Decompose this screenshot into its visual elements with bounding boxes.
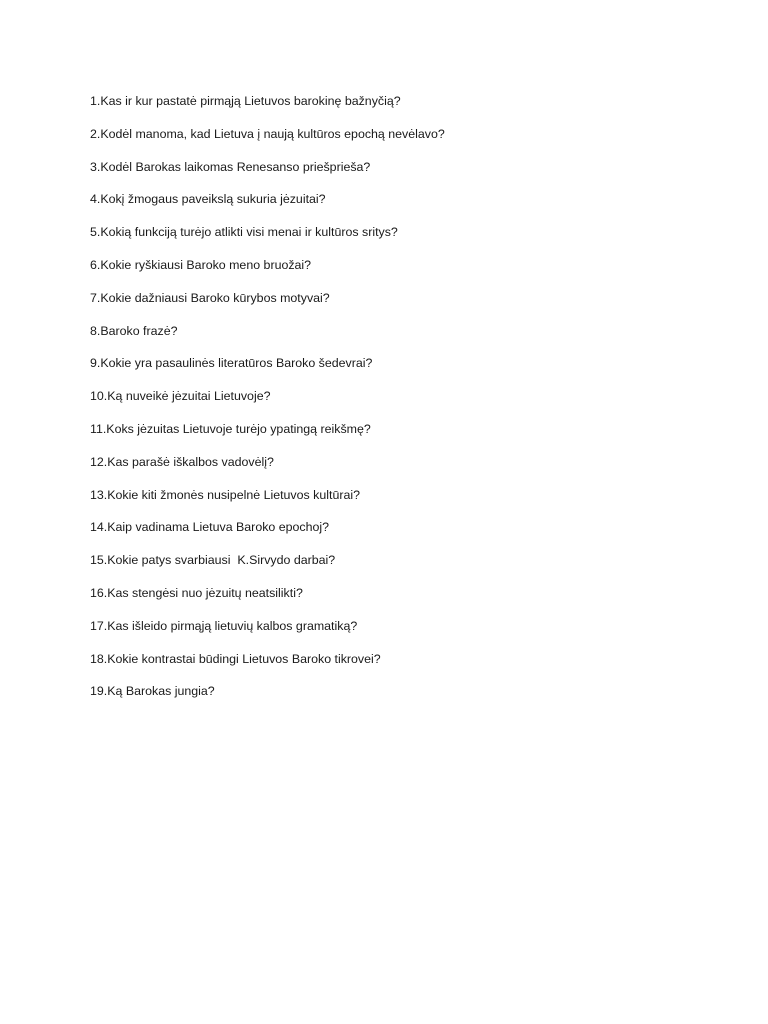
- question-13: 13.Kokie kiti žmonės nusipelnė Lietuvos kultūrai?: [90, 487, 360, 502]
- question-17: 17.Kas išleido pirmąją lietuvių kalbos gramatiką?: [90, 618, 358, 633]
- question-16: 16.Kas stengėsi nuo jėzuitų neatsilikti?: [90, 585, 303, 600]
- question-list: [90, 93, 445, 716]
- question-1: 1.Kas ir kur pastatė pirmąją Lietuvos barokinę bažnyčią?: [90, 94, 401, 108]
- question-10: 10.Ką nuveikė jėzuitai Lietuvoje?: [90, 389, 271, 404]
- question-18: 18.Kokie kontrastai būdingi Lietuvos Baroko tikrovei?: [90, 651, 381, 666]
- question-11: 11.Koks jėzuitas Lietuvoje turėjo ypatingą reikšmę?: [90, 421, 371, 436]
- question-19: 19.Ką Barokas jungia?: [90, 684, 215, 699]
- question-12: 12.Kas parašė iškalbos vadovėlį?: [90, 454, 274, 469]
- question-14: 14.Kaip vadinama Lietuva Baroko epochoj?: [90, 520, 330, 535]
- question-7: 7.Kokie dažniausi Baroko kūrybos motyvai?: [90, 290, 330, 305]
- question-9: 9.Kokie yra pasaulinės literatūros Baroko šedevrai?: [90, 356, 373, 371]
- question-6: 6.Kokie ryškiausi Baroko meno bruožai?: [90, 257, 312, 272]
- question-2: 2.Kodėl manoma, kad Lietuva į naują kultūros epochą nevėlavo?: [90, 126, 445, 141]
- question-5: 5.Kokią funkciją turėjo atlikti visi menai ir kultūros sritys?: [90, 225, 398, 240]
- question-4: 4.Kokį žmogaus paveikslą sukuria jėzuitai?: [90, 192, 326, 207]
- question-3: 3.Kodėl Barokas laikomas Renesanso priešprieša?: [90, 159, 371, 174]
- question-15: 15.Kokie patys svarbiausi K.Sirvydo darbai?: [90, 553, 336, 568]
- question-8: 8.Baroko frazė?: [90, 323, 178, 338]
